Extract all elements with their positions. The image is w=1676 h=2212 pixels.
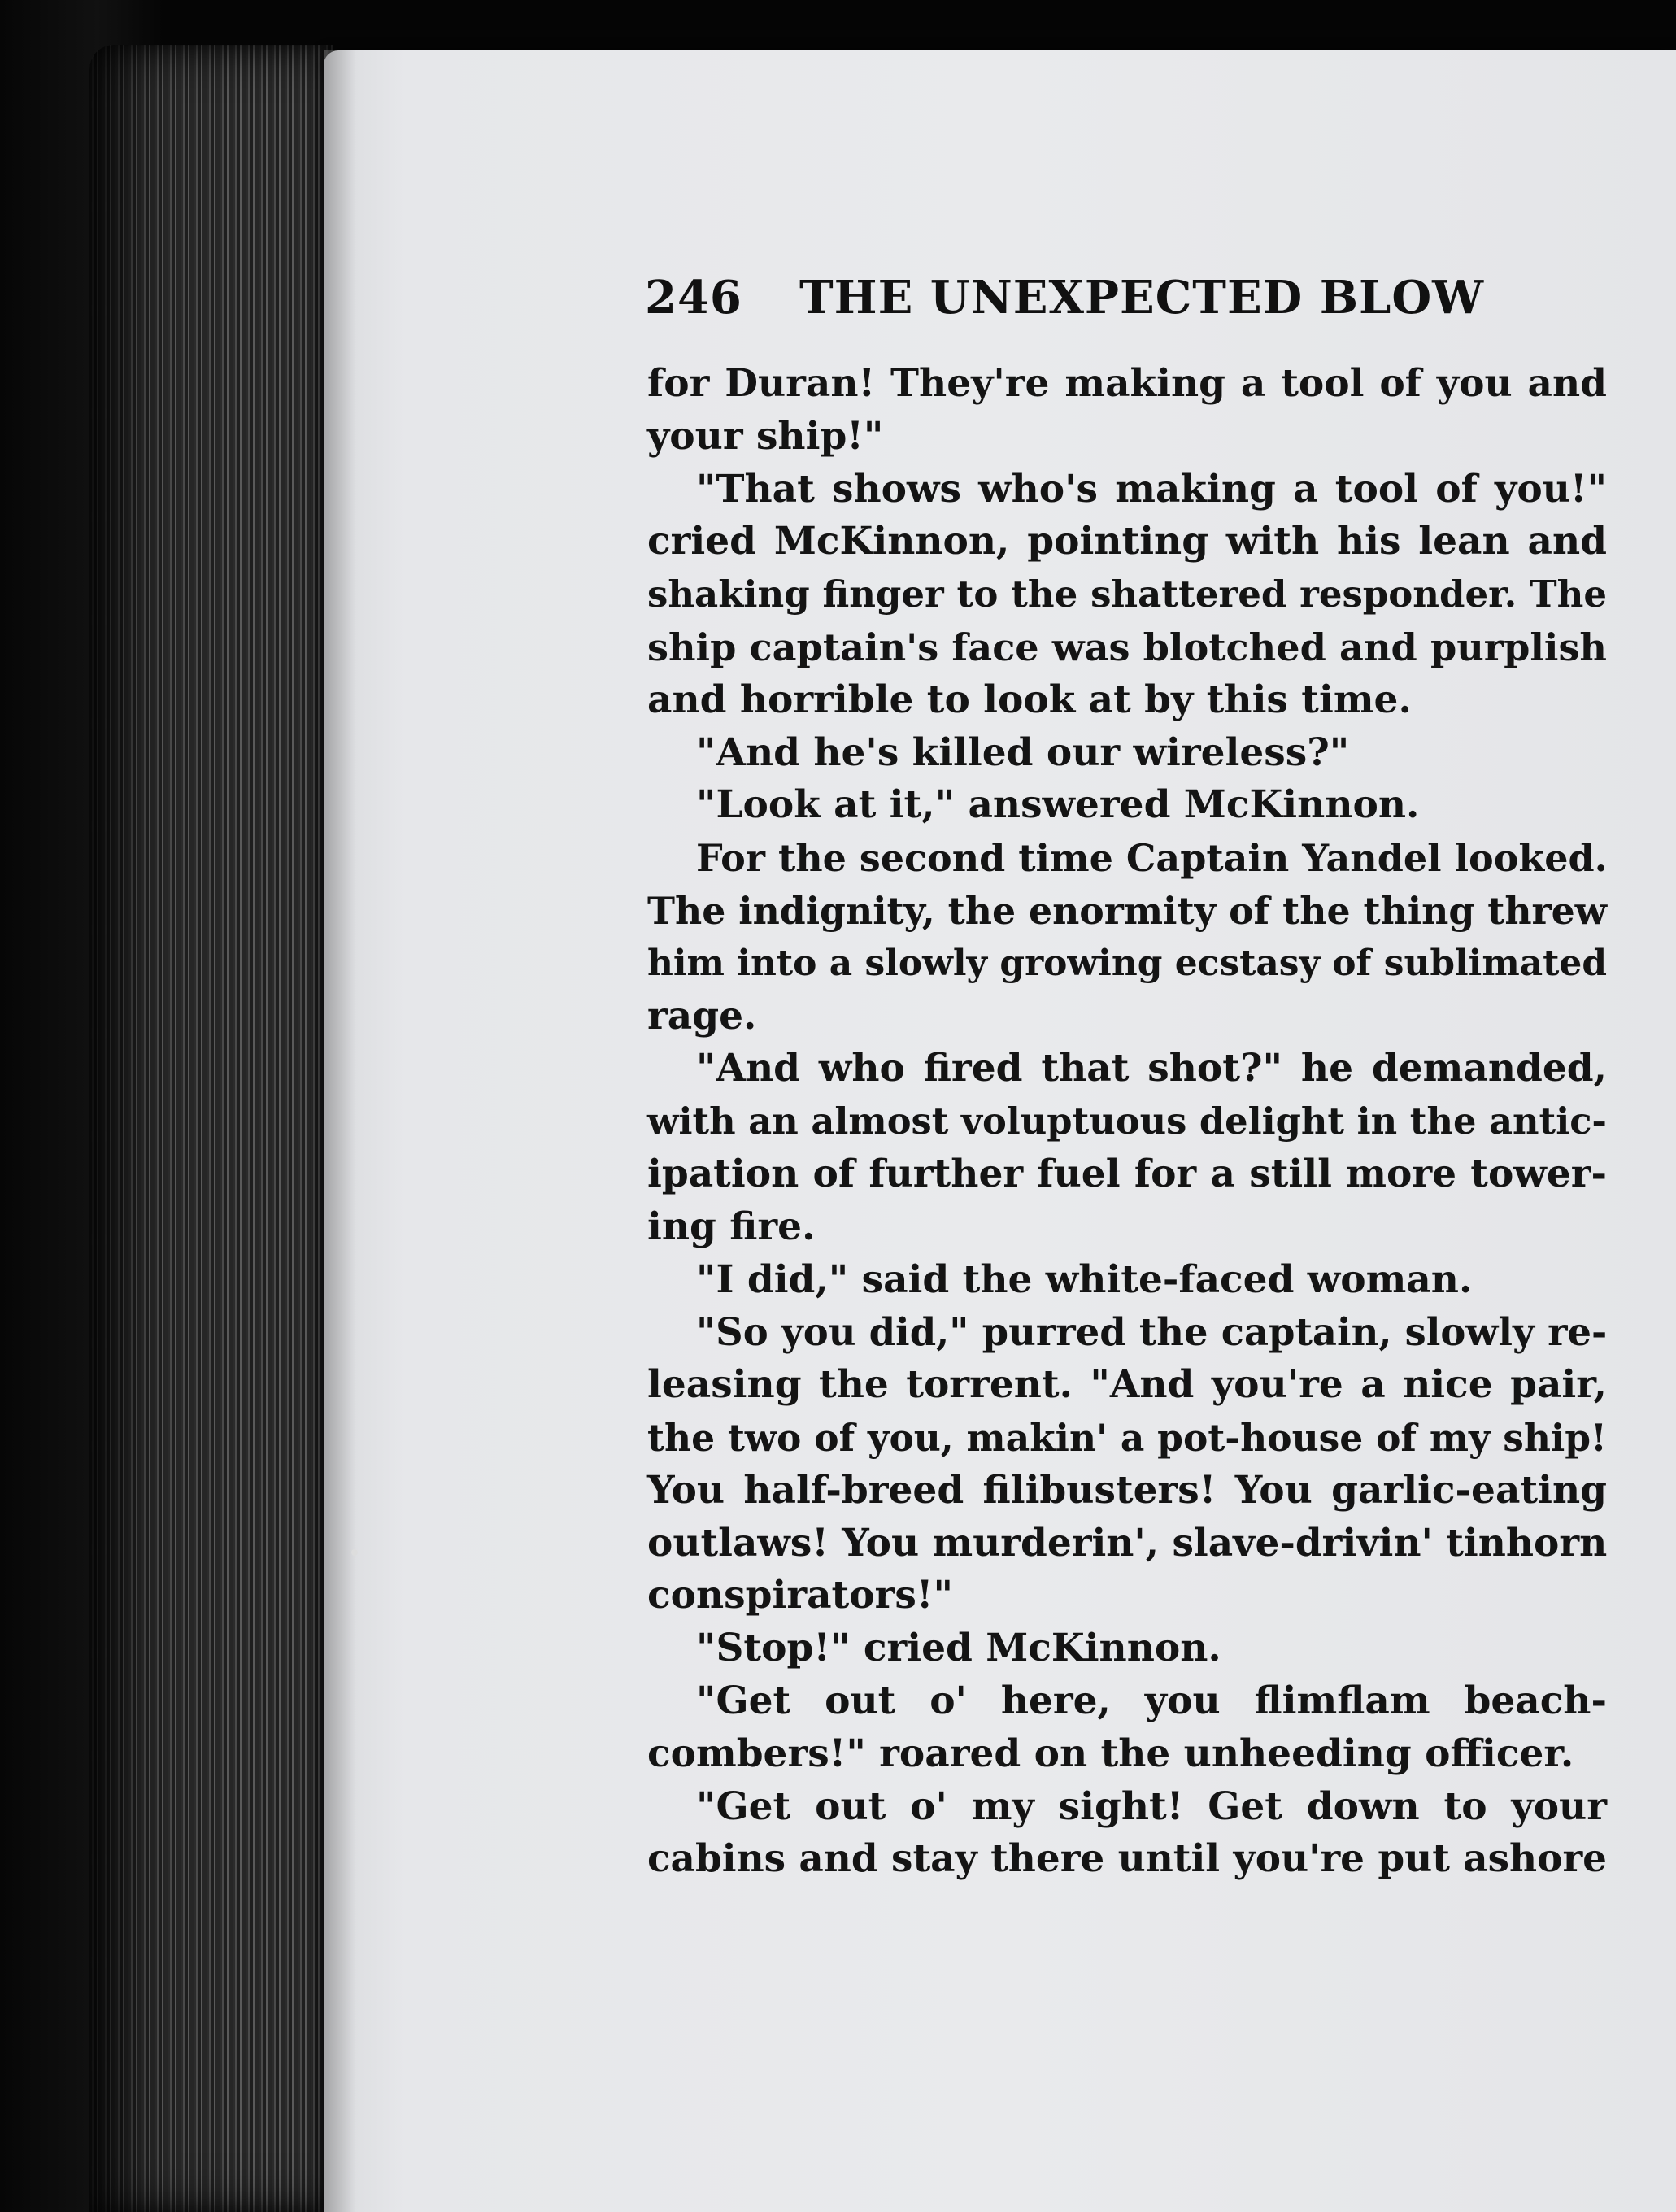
scan-speck xyxy=(351,1549,358,1556)
text-line: "Get out o' here, you flimflam beach- xyxy=(696,1678,1607,1723)
text-line: "So you did," purred the captain, slowly re- xyxy=(696,1309,1608,1355)
text-line: for Duran! They're making a tool of you and xyxy=(647,361,1607,406)
text-line: "Get out o' my sight! Get down to your xyxy=(696,1783,1607,1829)
text-line: your ship!" xyxy=(647,413,884,459)
text-line: outlaws! You murderin', slave-drivin' tinhorn xyxy=(647,1520,1608,1565)
text-line: "Stop!" cried McKinnon. xyxy=(696,1626,1221,1671)
text-line: You half-breed filibusters! You garlic-eating xyxy=(647,1467,1607,1513)
text-line: leasing the torrent. "And you're a nice pair, xyxy=(647,1362,1607,1408)
book-fore-edge xyxy=(89,45,333,2212)
text-line: The indignity, the enormity of the thing threw xyxy=(647,888,1607,933)
text-line: and horrible to look at by this time. xyxy=(647,677,1412,722)
text-line: cabins and stay there until you're put ashore xyxy=(647,1836,1607,1882)
text-line: conspirators!" xyxy=(647,1573,953,1618)
running-head xyxy=(645,271,1621,324)
text-line: shaking finger to the shattered responder. The xyxy=(647,573,1607,616)
text-line: ipation of further fuel for a still more tower- xyxy=(647,1151,1607,1196)
text-line: ing fire. xyxy=(647,1204,816,1249)
text-line: ship captain's face was blotched and purplish xyxy=(647,625,1607,669)
text-line: "And he's killed our wireless?" xyxy=(696,729,1350,775)
text-line: combers!" roared on the unheeding officer. xyxy=(647,1731,1574,1776)
text-line: cried McKinnon, pointing with his lean and xyxy=(647,519,1607,564)
text-line: For the second time Captain Yandel looked. xyxy=(696,836,1608,881)
text-line: with an almost voluptuous delight in the antic- xyxy=(647,1099,1607,1143)
text-line: "That shows who's making a tool of you!" xyxy=(696,466,1607,512)
page-number: 246 xyxy=(645,271,742,324)
text-line: "And who fired that shot?" he demanded, xyxy=(696,1046,1607,1091)
page-gutter-shadow xyxy=(324,50,356,2212)
text-line: "Look at it," answered McKinnon. xyxy=(696,782,1420,828)
body-text xyxy=(647,358,1607,1886)
text-line: him into a slowly growing ecstasy of sublimated xyxy=(647,942,1607,984)
text-line: rage. xyxy=(647,993,757,1039)
running-title: THE UNEXPECTED BLOW xyxy=(799,271,1485,324)
text-line: the two of you, makin' a pot-house of my ship! xyxy=(647,1415,1607,1460)
text-line: "I did," said the white-faced woman. xyxy=(696,1256,1473,1302)
